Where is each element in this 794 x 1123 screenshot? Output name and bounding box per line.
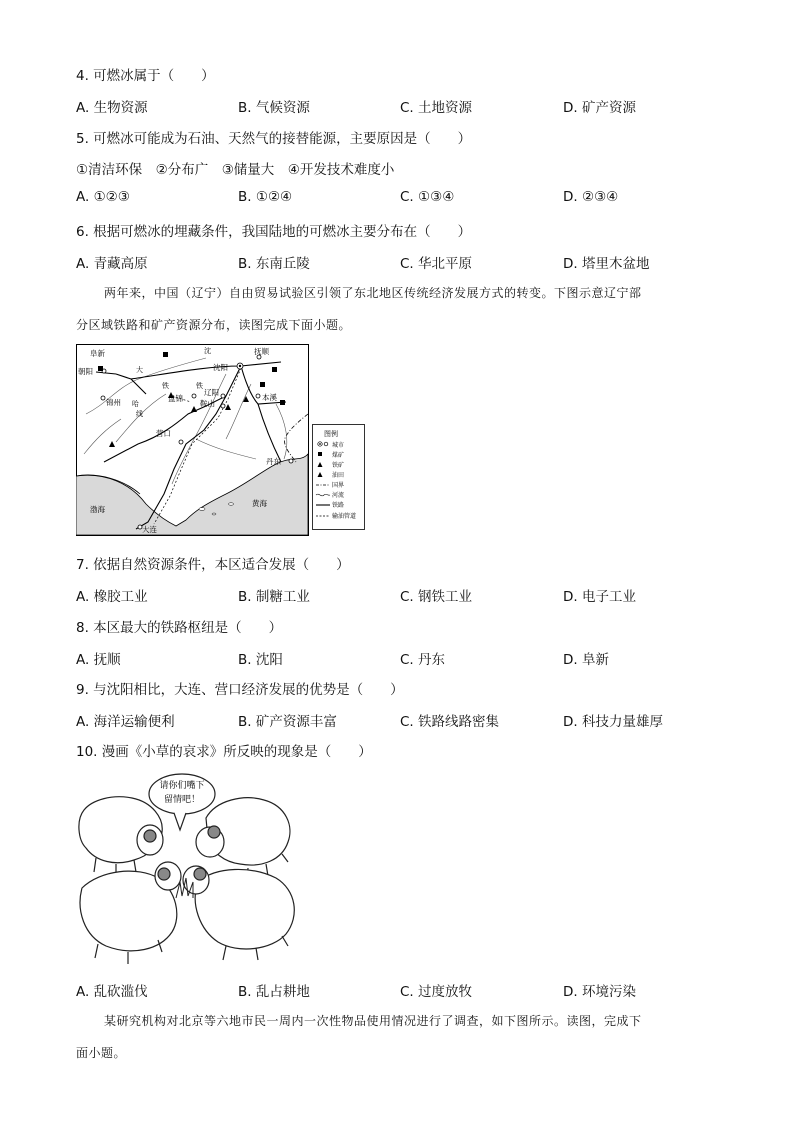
q4-option-b[interactable]: B. 气候资源 xyxy=(238,100,310,116)
q8-option-b[interactable]: B. 沈阳 xyxy=(238,652,283,668)
svg-text:大: 大 xyxy=(136,366,143,374)
map-label-anshan: 鞍山 xyxy=(200,399,215,408)
q9-stem: 9. 与沈阳相比，大连、营口经济发展的优势是（ ） xyxy=(76,682,404,698)
q4-stem: 4. 可燃冰属于（ ） xyxy=(76,68,215,84)
legend-border: 国界 xyxy=(332,482,345,489)
liaoning-railway-mineral-map xyxy=(76,344,368,536)
q7-option-b[interactable]: B. 制糖工业 xyxy=(238,589,310,605)
q7-option-a[interactable]: A. 橡胶工业 xyxy=(76,589,148,605)
q8-option-d[interactable]: D. 阜新 xyxy=(563,652,609,668)
map-label-dandong: 丹东 xyxy=(266,457,281,466)
q6-option-a[interactable]: A. 青藏高原 xyxy=(76,256,148,272)
svg-text:线: 线 xyxy=(136,410,143,418)
q8-option-c[interactable]: C. 丹东 xyxy=(400,652,446,668)
q8-option-a[interactable]: A. 抚顺 xyxy=(76,652,121,668)
map-label-chaoyang: 朝阳 xyxy=(78,367,93,376)
passage-intro-liaoning-line2: 分区域铁路和矿产资源分布，读图完成下面小题。 xyxy=(76,318,352,332)
svg-text:铁: 铁 xyxy=(196,382,203,390)
map-label-fuxin: 阜新 xyxy=(90,349,105,358)
map-label-bohai: 渤海 xyxy=(90,505,105,514)
map-label-yingkou: 营口 xyxy=(156,429,171,438)
speech-bubble xyxy=(149,774,215,814)
passage-intro-survey-line2: 面小题。 xyxy=(76,1046,127,1060)
q8-stem: 8. 本区最大的铁路枢纽是（ ） xyxy=(76,620,283,636)
q6-option-d[interactable]: D. 塔里木盆地 xyxy=(563,256,650,272)
map-label-dalian: 大连 xyxy=(142,525,157,534)
q4-option-a[interactable]: A. 生物资源 xyxy=(76,100,148,116)
q10-option-b[interactable]: B. 乱占耕地 xyxy=(238,984,310,1000)
q6-stem: 6. 根据可燃冰的埋藏条件，我国陆地的可燃冰主要分布在（ ） xyxy=(76,224,472,240)
speech-bubble-line1: 请你们嘴下 xyxy=(159,781,205,791)
q9-option-c[interactable]: C. 铁路线路密集 xyxy=(400,714,500,730)
sheep-grass-cartoon xyxy=(76,770,301,965)
legend-title: 图例 xyxy=(324,430,338,438)
legend-city: 城市 xyxy=(332,442,345,449)
svg-text:沈: 沈 xyxy=(204,347,211,355)
q7-option-c[interactable]: C. 钢铁工业 xyxy=(400,589,473,605)
map-label-huanghai: 黄海 xyxy=(252,499,267,508)
map-label-panjin: 盘锦 xyxy=(168,394,183,403)
legend-coal: 煤矿 xyxy=(332,452,345,459)
q6-option-b[interactable]: B. 东南丘陵 xyxy=(238,256,310,272)
svg-text:哈: 哈 xyxy=(132,400,139,408)
legend-river: 河流 xyxy=(332,492,345,499)
speech-bubble-line2: 留情吧！ xyxy=(163,795,201,805)
q5-option-d[interactable]: D. ②③④ xyxy=(563,189,619,205)
q10-option-d[interactable]: D. 环境污染 xyxy=(563,984,636,1000)
q4-option-d[interactable]: D. 矿产资源 xyxy=(563,100,636,116)
q9-option-b[interactable]: B. 矿产资源丰富 xyxy=(238,714,337,730)
q10-stem: 10. 漫画《小草的哀求》所反映的现象是（ ） xyxy=(76,744,372,760)
map-label-benxi: 本溪 xyxy=(262,393,277,402)
legend-pipeline: 输油管道 xyxy=(332,513,357,520)
q9-option-a[interactable]: A. 海洋运输便利 xyxy=(76,714,175,730)
map-label-liaoyang: 辽阳 xyxy=(204,388,219,397)
map-label-shenyang: 沈阳 xyxy=(213,363,228,372)
q5-option-a[interactable]: A. ①②③ xyxy=(76,189,130,205)
map-legend xyxy=(313,425,365,530)
svg-text:铁: 铁 xyxy=(162,382,169,390)
map-label-fushun: 抚顺 xyxy=(254,347,269,356)
q7-option-d[interactable]: D. 电子工业 xyxy=(563,589,636,605)
q9-option-d[interactable]: D. 科技力量雄厚 xyxy=(563,714,663,730)
q5-option-b[interactable]: B. ①②④ xyxy=(238,189,293,205)
q10-option-a[interactable]: A. 乱砍滥伐 xyxy=(76,984,148,1000)
q7-stem: 7. 依据自然资源条件，本区适合发展（ ） xyxy=(76,557,350,573)
q4-option-c[interactable]: C. 土地资源 xyxy=(400,100,473,116)
legend-railway: 铁路 xyxy=(332,502,345,509)
legend-iron: 铁矿 xyxy=(332,462,345,469)
q6-option-c[interactable]: C. 华北平原 xyxy=(400,256,473,272)
q10-option-c[interactable]: C. 过度放牧 xyxy=(400,984,473,1000)
map-label-jinzhou: 锦州 xyxy=(106,398,121,407)
q5-stem: 5. 可燃冰可能成为石油、天然气的接替能源，主要原因是（ ） xyxy=(76,131,472,147)
legend-oil: 油田 xyxy=(332,472,345,479)
passage-intro-liaoning-line1: 两年来，中国（辽宁）自由贸易试验区引领了东北地区传统经济发展方式的转变。下图示意辽宁部 xyxy=(104,286,642,300)
q5-statements: ①清洁环保 ②分布广 ③储量大 ④开发技术难度小 xyxy=(76,162,395,178)
passage-intro-survey-line1: 某研究机构对北京等六地市民一周内一次性物品使用情况进行了调查，如下图所示。读图，完成下 xyxy=(104,1014,642,1028)
q5-option-c[interactable]: C. ①③④ xyxy=(400,189,455,205)
